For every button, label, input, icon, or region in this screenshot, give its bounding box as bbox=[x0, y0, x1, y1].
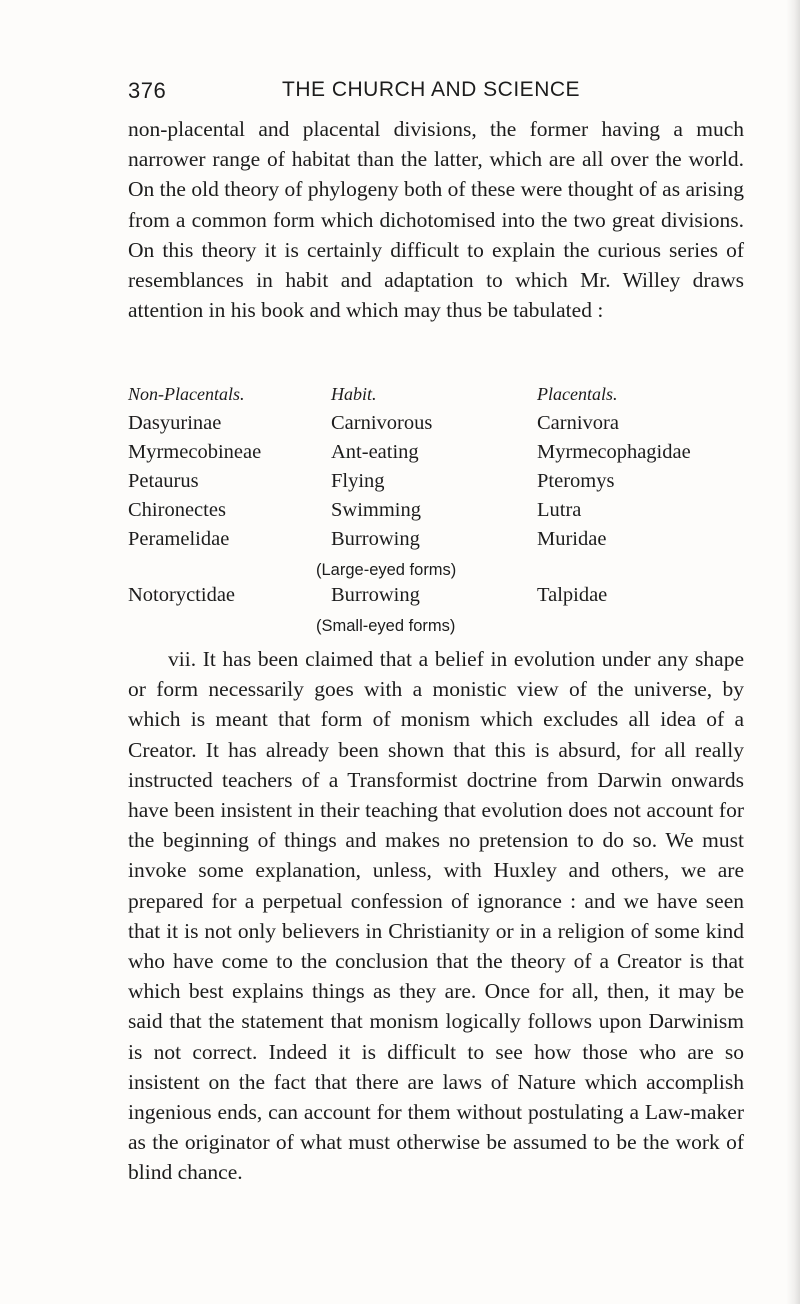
table-cell-placental: Talpidae bbox=[537, 584, 608, 606]
page-header bbox=[128, 78, 748, 110]
table-cell-non-placental: Dasyurinae bbox=[128, 412, 222, 434]
table-cell-placental: Myrmecophagidae bbox=[537, 441, 691, 463]
table-header-non-placentals: Non-Placentals. bbox=[128, 384, 245, 404]
table-cell-habit: Ant-eating bbox=[331, 441, 419, 463]
table-cell-non-placental: Petaurus bbox=[128, 470, 199, 492]
page-number: 376 bbox=[128, 78, 167, 103]
table-header-habit: Habit. bbox=[331, 384, 377, 404]
table-cell-habit: Flying bbox=[331, 470, 385, 492]
page-edge-shadow bbox=[786, 0, 800, 1304]
table-cell-habit: Burrowing bbox=[331, 584, 420, 606]
table-cell-habit-note: (Small-eyed forms) bbox=[316, 617, 456, 635]
table-cell-non-placental: Notoryctidae bbox=[128, 584, 236, 606]
table-cell-habit: Burrowing bbox=[331, 528, 420, 550]
table-cell-placental: Pteromys bbox=[537, 470, 615, 492]
table-cell-non-placental: Myrmecobineae bbox=[128, 441, 262, 463]
paragraph-vii: vii. It has been claimed that a belief in evolution under any shape or form necessarily goes with a monistic view of the universe, by which is meant that form of monism which excludes all idea of a Creator. It has already been shown that this is absurd, for all really instructed teachers of a Transformist doctrine from Darwin onwards have been insistent in their teaching that evolution does not account for the beginning of things and makes no pretension to do so. We must invoke some explanation, unless, with Huxley and others, we are prepared for a perpetual confession of ignorance : and we have seen that it is not only believers in Christianity or in a religion of some kind who have come to the conclusion that the theory of a Creator is that which best explains things as they are. Once for all, then, it may be said that the statement that monism logically follows upon Darwinism is not correct. Indeed it is difficult to see how those who are so insistent on the fact that there are laws of Nature which accomplish ingenious ends, can account for them without postulating a Law-maker as the originator of what must otherwise be assumed to be the work of blind chance. bbox=[128, 647, 744, 1185]
table-cell-placental: Lutra bbox=[537, 499, 582, 521]
table-cell-placental: Muridae bbox=[537, 528, 607, 550]
running-title: THE CHURCH AND SCIENCE bbox=[282, 78, 581, 101]
table-cell-habit: Swimming bbox=[331, 499, 421, 521]
table-cell-habit: Carnivorous bbox=[331, 412, 433, 434]
table-header-placentals: Placentals. bbox=[537, 384, 618, 404]
paragraph-intro: non-placental and placental divisions, the former having a much narrower range of habitat than the latter, which are all over the world. On the old theory of phylogeny both of these were thought of as arising from a common form which dichotomised into the two great divisions. On this theory it is certainly difficult to explain the curious series of resemblances in habit and adaptation to which Mr. Willey draws attention in his book and which may thus be tabulated : bbox=[128, 117, 744, 323]
table-cell-non-placental: Peramelidae bbox=[128, 528, 230, 550]
table-cell-habit-note: (Large-eyed forms) bbox=[316, 561, 457, 579]
table-cell-placental: Carnivora bbox=[537, 412, 619, 434]
table-cell-non-placental: Chironectes bbox=[128, 499, 226, 521]
